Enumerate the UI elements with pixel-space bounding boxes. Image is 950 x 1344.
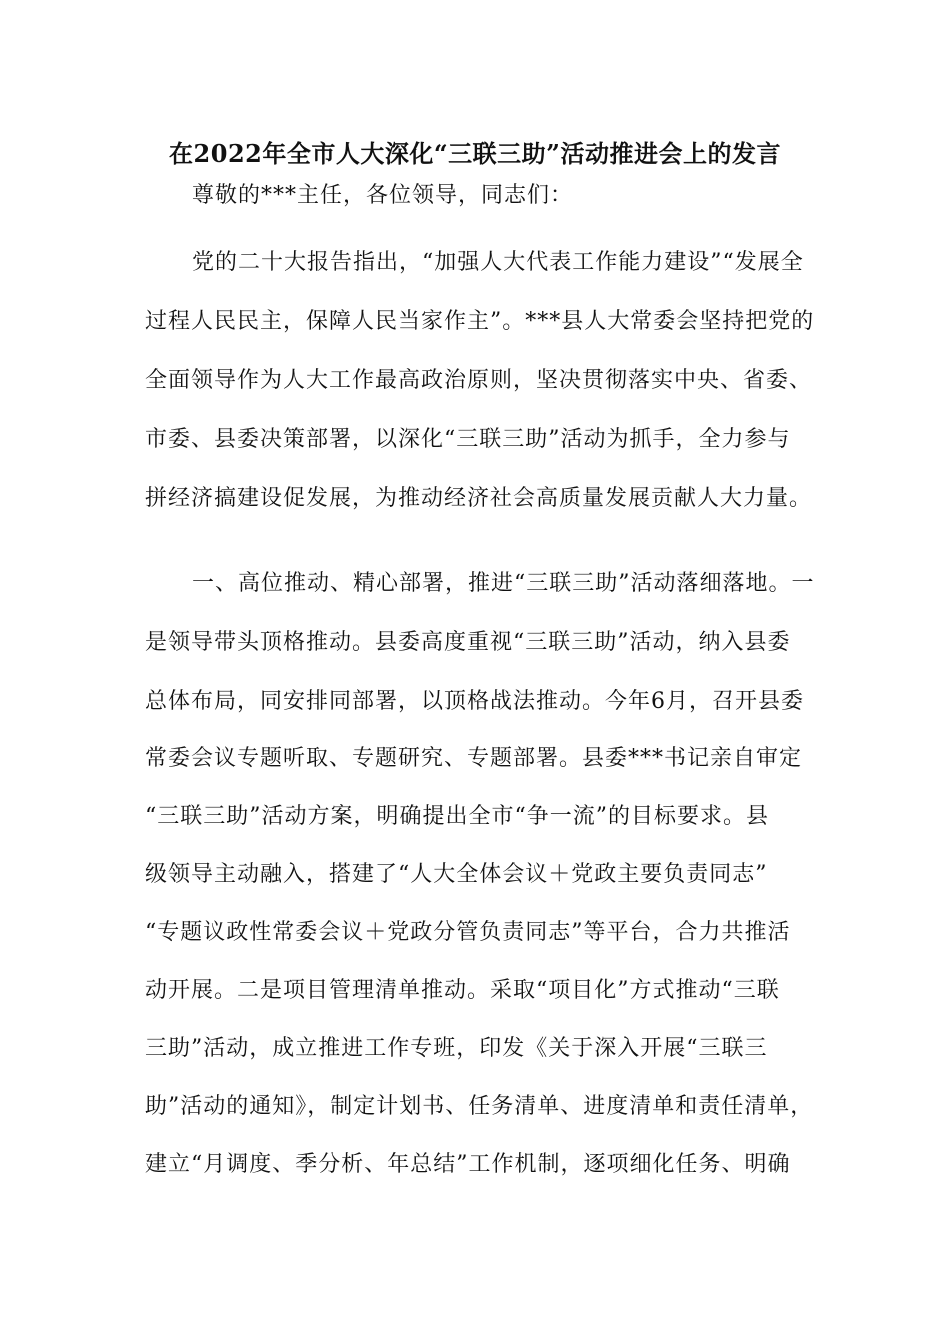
paragraph-line: 常委会议专题听取、专题研究、专题部署。县委***书记亲自审定 xyxy=(145,746,803,771)
paragraph-line: 全面领导作为人大工作最高政治原则，坚决贯彻落实中央、省委、 xyxy=(145,368,813,393)
paragraph-line: 过程人民民主，保障人民当家作主”。***县人大常委会坚持把党的 xyxy=(145,309,815,334)
paragraph-line: 市委、县委决策部署，以深化“三联三助”活动为抓手，全力参与 xyxy=(145,427,791,452)
paragraph-line: 助”活动的通知》，制定计划书、任务清单、进度清单和责任清单， xyxy=(145,1094,814,1119)
paragraph-line: 级领导主动融入，搭建了“人大全体会议＋党政主要负责同志” xyxy=(145,862,768,887)
salutation: 尊敬的***主任，各位领导，同志们： xyxy=(192,183,574,208)
paragraph-line: 一、高位推动、精心部署，推进“三联三助”活动落细落地。一 xyxy=(192,571,815,596)
document-title: 在2022年全市人大深化“三联三助”活动推进会上的发言 xyxy=(169,139,781,168)
paragraph-line: 是领导带头顶格推动。县委高度重视“三联三助”活动，纳入县委 xyxy=(145,630,791,655)
paragraph-line: “三联三助”活动方案，明确提出全市“争一流”的目标要求。县 xyxy=(145,804,769,829)
paragraph-line: 拼经济搞建设促发展，为推动经济社会高质量发展贡献人大力量。 xyxy=(145,486,813,511)
paragraph-line: 建立“月调度、季分析、年总结”工作机制，逐项细化任务、明确 xyxy=(145,1152,791,1177)
paragraph-line: 三助”活动，成立推进工作专班，印发《关于深入开展“三联三 xyxy=(145,1036,768,1061)
paragraph-line: 总体布局，同安排同部署，以顶格战法推动。今年6月，召开县委 xyxy=(145,689,804,714)
paragraph-line: 党的二十大报告指出，“加强人大代表工作能力建设”“发展全 xyxy=(192,250,804,275)
paragraph-line: “专题议政性常委会议＋党政分管负责同志”等平台，合力共推活 xyxy=(145,920,791,945)
paragraph-line: 动开展。二是项目管理清单推动。采取“项目化”方式推动“三联 xyxy=(145,978,780,1003)
